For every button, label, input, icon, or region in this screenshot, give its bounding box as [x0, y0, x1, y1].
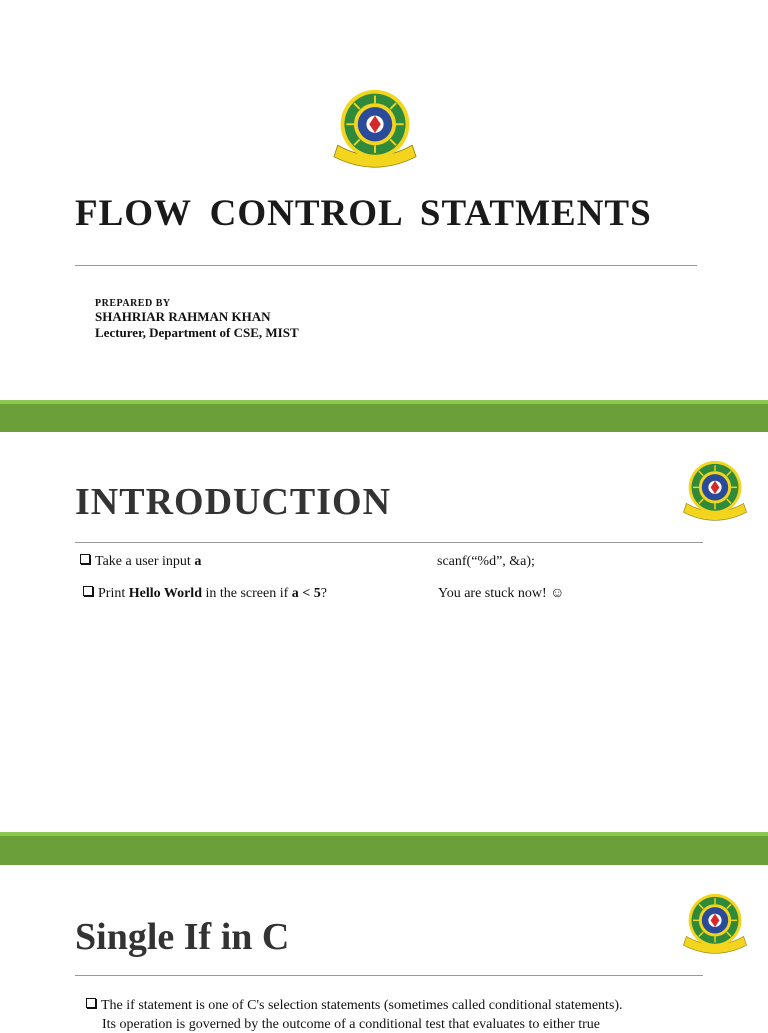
paragraph-continuation: Its operation is governed by the outcome of a conditional test that evaluates to either true [102, 1017, 601, 1032]
single-if-slide [0, 865, 768, 1032]
prepared-by-label: PREPARED BY [95, 298, 171, 309]
slide-heading: Single If in C [75, 916, 290, 958]
mist-logo [680, 891, 750, 957]
slide-separator [0, 832, 768, 865]
mist-logo [680, 458, 750, 524]
divider [75, 975, 703, 976]
list-item: Print Hello World in the screen if a < 5? [83, 586, 327, 602]
author-designation: Lecturer, Department of CSE, MIST [95, 325, 299, 340]
title-slide [0, 0, 768, 400]
checkbox-bullet-icon [86, 998, 96, 1008]
list-item: Take a user input a [80, 554, 201, 570]
divider [75, 265, 697, 266]
divider [75, 542, 703, 543]
introduction-slide [0, 432, 768, 832]
list-item-code: scanf(“%d”, &a); [437, 554, 535, 569]
slide-separator [0, 400, 768, 432]
list-item: The if statement is one of C's selection statements (sometimes called conditional statements). [86, 998, 623, 1014]
mist-logo [330, 86, 420, 172]
list-item-note: You are stuck now! ☺ [438, 586, 565, 601]
checkbox-bullet-icon [83, 586, 93, 596]
author-name: SHAHRIAR RAHMAN KHAN [95, 309, 271, 324]
presentation-title: FLOW CONTROL STATMENTS [75, 193, 652, 234]
checkbox-bullet-icon [80, 554, 90, 564]
slide-heading: INTRODUCTION [75, 481, 392, 523]
